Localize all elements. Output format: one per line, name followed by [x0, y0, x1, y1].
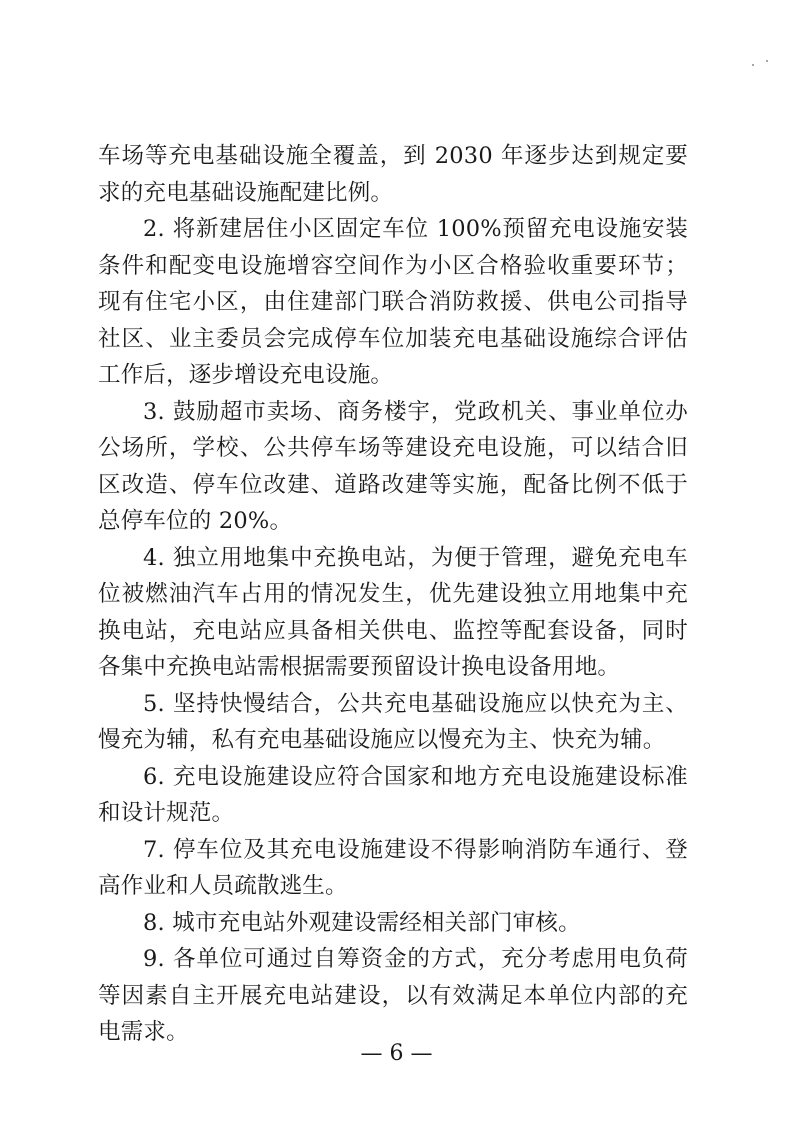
paragraph-item-9: 9. 各单位可通过自筹资金的方式，充分考虑用电负荷等因素自主开展充电站建设，以有效满足本单位内部的充电需求。: [98, 946, 688, 1045]
paragraph-item-7: 7. 停车位及其充电设施建设不得影响消防车通行、登高作业和人员疏散逃生。: [98, 836, 688, 899]
paragraph-item-3: 3. 鼓励超市卖场、商务楼宇，党政机关、事业单位办公场所，学校、公共停车场等建设充电设施，可以结合旧区改造、停车位改建、道路改建等实施，配备比例不低于总停车位的 20%。: [98, 398, 688, 534]
paragraph-item-4: 4. 独立用地集中充换电站，为便于管理，避免充电车位被燃油汽车占用的情况发生，优先建设独立用地集中充换电站，充电站应具备相关供电、监控等配套设备，同时各集中充换电站需根据需要预留设计换电设备用地。: [98, 544, 688, 680]
paragraph-item-8: 8. 城市充电站外观建设需经相关部门审核。: [143, 909, 581, 936]
scan-speck: [766, 60, 768, 62]
scan-speck: [752, 64, 754, 66]
page-number: — 6 —: [360, 1041, 433, 1066]
paragraph-continuation: 车场等充电基础设施全覆盖，到 2030 年逐步达到规定要求的充电基础设施配建比例。: [98, 143, 688, 206]
document-body: [98, 138, 688, 1051]
paragraph-item-6: 6. 充电设施建设应符合国家和地方充电设施建设标准和设计规范。: [98, 763, 688, 826]
paragraph-item-2: 2. 将新建居住小区固定车位 100%预留充电设施安装条件和配变电设施增容空间作为小区合格验收重要环节；现有住宅小区，由住建部门联合消防救援、供电公司指导社区、业主委员会完成停车位加装充电基础设施综合评估工作后，逐步增设充电设施。: [98, 216, 688, 388]
paragraph-item-5: 5. 坚持快慢结合，公共充电基础设施应以快充为主、慢充为辅，私有充电基础设施应以慢充为主、快充为辅。: [98, 690, 688, 753]
